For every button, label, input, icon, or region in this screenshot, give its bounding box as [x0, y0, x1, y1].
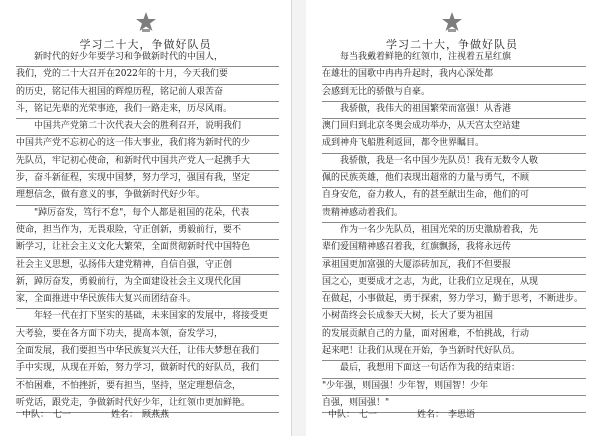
text-line: 大考验，要在各方面下功夫，提高本领，奋发学习，: [16, 327, 279, 344]
name-value: 顾燕燕: [142, 410, 170, 420]
text-line: 中国共产党第二十次代表大会的胜利召开，说明我们: [16, 119, 279, 136]
class-label: 中队：: [22, 410, 50, 420]
text-line: 澳门回归到北京冬奥会成功举办，从天宫太空站建: [322, 119, 586, 136]
text-line: 成到神舟飞船胜利返回，都令世界瞩目。: [322, 136, 586, 153]
page-title: 学习二十大，争做好队员: [386, 38, 518, 51]
text-line: 会感到无比的骄傲与自豪。: [322, 85, 586, 102]
text-line: 辈们爱国精神感召着我，红旗飘扬，我将永远传: [322, 240, 586, 257]
text-line: 起来吧！让我们从现在开始，争当新时代好队员。: [322, 344, 586, 361]
page-gap: [292, 0, 306, 436]
text-line: 年轻一代在打下坚实的基础，未来国家的发展中，将接受更: [16, 309, 279, 326]
text-line: "少年强，则国强！少年智，则国智！少年: [322, 379, 586, 396]
text-line: 贵精神感动着我们。: [322, 206, 586, 223]
text-line: 自强，则国强！": [322, 396, 586, 413]
text-line: 全面发展，我们要担当中华民族复兴大任，让伟大梦想在我们: [16, 344, 279, 361]
text-line: 小树苗终会长成参天大树，长大了要为祖国: [322, 309, 586, 326]
name-field: [417, 407, 475, 420]
text-line: 不怕困难，不怕挫折，要有担当，坚持，坚定理想信念，: [16, 379, 279, 396]
text-line: 我骄傲，我是一名中国少先队员！我有无数令人敬: [322, 154, 586, 171]
text-line: 在雄壮的国歌中冉冉升起时，我内心深处都: [322, 67, 586, 84]
text-line: 我们，党的二十大召开在2022年的十月，今天我们要: [16, 67, 279, 84]
text-line: 使命，担当作为，无畏艰险，守正创新，勇毅前行，要不: [16, 223, 279, 240]
text-line: 理想信念，做有意义的事，争做新时代好少年。: [16, 188, 279, 205]
text-line: 承祖国更加富强的大厦添砖加瓦，我们不但要报: [322, 258, 586, 275]
text-line: 佩的民族英雄，他们表现出超常的力量与勇气，不顾: [322, 171, 586, 188]
text-line: 在做起，小事做起，勇于探索，努力学习，勤于思考，不断进步。: [322, 292, 586, 309]
text-line: 先队员，牢记初心使命，和新时代中国共产党人一起携手大: [16, 154, 279, 171]
text-line: "踔厉奋发，笃行不怠"，每个人都是祖国的花朵，代表: [16, 206, 279, 223]
essay-text: [16, 50, 279, 413]
text-line: 作为一名少先队员，祖国光荣的历史激励着我，先: [322, 223, 586, 240]
text-line: 自身安危，奋力救人，有的甚至献出生命，他们的可: [322, 188, 586, 205]
class-field: [328, 407, 377, 420]
right-page: [306, 0, 598, 436]
page-title: 学习二十大，争做好队员: [79, 38, 212, 51]
name-label: 姓名：: [111, 410, 139, 420]
name-value: 李思语: [448, 410, 476, 420]
essay-text: [322, 50, 586, 413]
name-field: [111, 407, 169, 420]
text-line: 国之心，更要成才之志，为此，让我们立足现在，从现: [322, 275, 586, 292]
young-pioneer-emblem-icon: [133, 10, 159, 36]
page-footer: [22, 407, 281, 420]
name-label: 姓名：: [417, 410, 445, 420]
page-footer: [328, 407, 588, 420]
text-line: 新，踔厉奋发，勇毅前行，为全面建设社会主义现代化国: [16, 275, 279, 292]
text-line: 断学习，让社会主义文化大繁荣，全面贯彻新时代中国特色: [16, 240, 279, 257]
class-value: 七一: [359, 410, 378, 420]
text-line: 我骄傲，我伟大的祖国繁荣而富强！从香港: [322, 102, 586, 119]
text-line: 家，全面推进中华民族伟大复兴而团结奋斗。: [16, 292, 279, 309]
text-line: 社会主义思想，弘扬伟大建党精神，自信自强，守正创: [16, 258, 279, 275]
class-label: 中队：: [328, 410, 356, 420]
young-pioneer-emblem-icon: [439, 10, 465, 36]
text-line: 手中实现，从现在开始，努力学习，做新时代的好队员，我们: [16, 361, 279, 378]
text-line: 的历史，铭记伟大祖国的辉煌历程，铭记前人艰苦奋: [16, 85, 279, 102]
class-field: [22, 407, 71, 420]
text-line: 中国共产党不忘初心的这一伟大事业，我们将为新时代的少: [16, 136, 279, 153]
text-line: 的发展贡献自己的力量，面对困难，不怕挑战，行动: [322, 327, 586, 344]
text-line: 斗，铭记先辈的光荣事迹，我们一路走来，历尽风雨。: [16, 102, 279, 119]
text-line: 新时代的好少年要学习和争做新时代的中国人，: [16, 50, 279, 67]
text-line: 步，奋斗新征程，实现中国梦，努力学习，强国有我，坚定: [16, 171, 279, 188]
class-value: 七一: [53, 410, 72, 420]
text-line: 听党话，跟党走，争做新时代好少年，让红领巾更加鲜艳。: [16, 396, 279, 413]
text-line: 最后，我想用下面这一句话作为我的结束语：: [322, 361, 586, 378]
left-page: [0, 0, 292, 436]
text-line: 每当我戴着鲜艳的红领巾，注视着五星红旗: [322, 50, 586, 67]
